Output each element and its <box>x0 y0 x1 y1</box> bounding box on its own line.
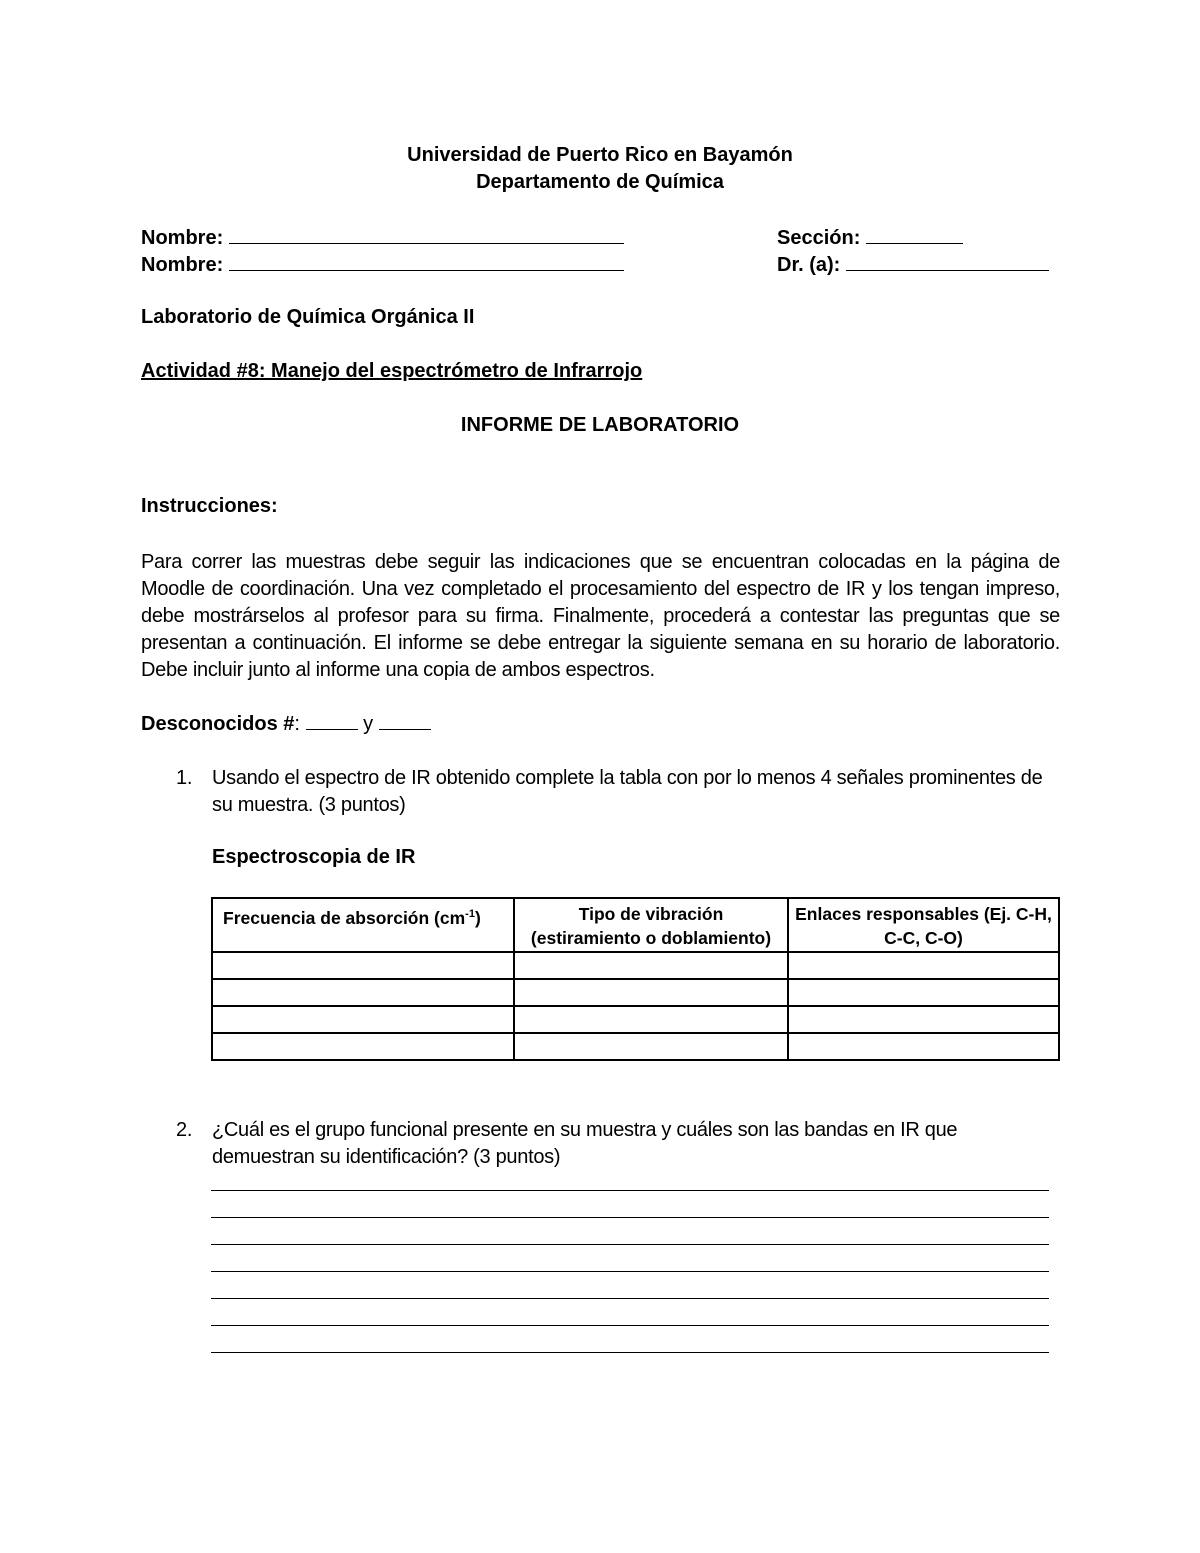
question-2-number: 2. <box>176 1119 193 1141</box>
table-cell[interactable] <box>788 952 1059 979</box>
question-2-text: ¿Cuál es el grupo funcional presente en su muestra y cuáles son las bandas en IR que demuestran su identificación? (3 puntos) <box>212 1119 958 1168</box>
unknowns-label: Desconocidos # <box>141 713 295 735</box>
answer-line[interactable] <box>211 1271 1049 1272</box>
question-1 <box>176 765 1061 819</box>
table-cell[interactable] <box>514 979 788 1006</box>
ir-table <box>211 897 1060 1061</box>
header-vibration-type: Tipo de vibración (estiramiento o doblamiento) <box>514 898 788 952</box>
answer-line[interactable] <box>211 1325 1049 1326</box>
dr-field <box>777 252 1049 277</box>
table-row <box>212 979 1059 1006</box>
course-title: Laboratorio de Química Orgánica II <box>141 306 475 328</box>
nombre-field-2 <box>141 252 624 277</box>
instructions-heading: Instrucciones: <box>141 495 278 517</box>
seccion-label: Sección: <box>777 227 861 249</box>
unknown-blank-2[interactable] <box>379 711 431 730</box>
nombre-blank-1[interactable] <box>229 225 624 244</box>
dr-label: Dr. (a): <box>777 254 841 276</box>
table-row <box>212 1033 1059 1060</box>
table-cell[interactable] <box>212 1033 514 1060</box>
table-cell[interactable] <box>514 952 788 979</box>
table-row <box>212 952 1059 979</box>
table-row <box>212 1006 1059 1033</box>
report-title: INFORME DE LABORATORIO <box>460 414 740 436</box>
table-cell[interactable] <box>788 1033 1059 1060</box>
table-cell[interactable] <box>514 1006 788 1033</box>
unknowns-colon: : <box>294 713 300 735</box>
table-cell[interactable] <box>514 1033 788 1060</box>
seccion-blank[interactable] <box>866 225 963 244</box>
header-frequency: Frecuencia de absorción $(cm^{-1})$ <box>212 898 514 952</box>
table-cell[interactable] <box>788 979 1059 1006</box>
activity-title: Actividad #8: Manejo del espectrómetro de Infrarrojo <box>141 360 643 382</box>
nombre-field-1 <box>141 225 624 250</box>
nombre-blank-2[interactable] <box>229 252 624 271</box>
unknown-blank-1[interactable] <box>306 711 358 730</box>
instructions-body: Para correr las muestras debe seguir las indicaciones que se encuentran colocadas en la página de Moodle de coordinación. Una vez completado el procesamiento del espectro de IR y los tengan impreso, debe mostrárselos al profesor para su firma. Finalmente, procederá a contestar las preguntas que se presentan a continuación. El informe se debe entregar la siguiente semana en su horario de laboratorio. Debe incluir junto al informe una copia de ambos espectros. <box>141 551 1060 681</box>
header-responsible-bonds: Enlaces responsables (Ej. C-H, C-C, C-O) <box>788 898 1059 952</box>
university-title: Universidad de Puerto Rico en Bayamón <box>407 144 793 166</box>
question-2 <box>176 1117 1061 1171</box>
dr-blank[interactable] <box>846 252 1049 271</box>
table-header-row <box>212 898 1059 952</box>
seccion-field <box>777 225 963 250</box>
table-cell[interactable] <box>212 979 514 1006</box>
nombre-label-1: Nombre: <box>141 227 224 249</box>
answer-line[interactable] <box>211 1352 1049 1353</box>
answer-line[interactable] <box>211 1190 1049 1191</box>
question-1-number: 1. <box>176 767 193 789</box>
table-cell[interactable] <box>212 1006 514 1033</box>
nombre-label-2: Nombre: <box>141 254 224 276</box>
table-title: Espectroscopia de IR <box>212 846 416 868</box>
table-cell[interactable] <box>212 952 514 979</box>
answer-line[interactable] <box>211 1217 1049 1218</box>
unknowns-connector: y <box>363 713 374 735</box>
question-1-text: Usando el espectro de IR obtenido complete la tabla con por lo menos 4 señales prominentes de su muestra. (3 puntos) <box>212 767 1043 816</box>
department-title: Departamento de Química <box>476 171 724 193</box>
unknowns-line <box>141 711 431 736</box>
table-cell[interactable] <box>788 1006 1059 1033</box>
answer-line[interactable] <box>211 1244 1049 1245</box>
answer-line[interactable] <box>211 1298 1049 1299</box>
